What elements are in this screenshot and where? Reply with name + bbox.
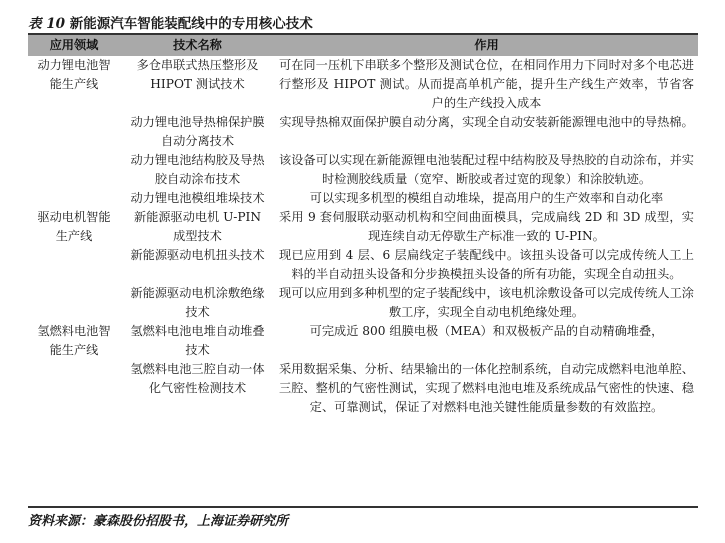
table-row bbox=[28, 56, 698, 113]
cell-effect: 采用数据采集、分析、结果输出的一体化控制系统，自动完成燃料电池单腔、三腔、整机的气密性测试，实现了燃料电池电堆及系统成品气密性的快速、稳定、可靠测试，保证了对燃料电池关键性能质量参数的有效监控。 bbox=[279, 362, 694, 414]
cell-effect: 可在同一压机下串联多个整形及测试仓位，在相同作用力下同时对多个电芯进行整形及 HIPOT 测试。从而提高单机产能，提升生产线生产效率，节省客户的生产线投入成本 bbox=[279, 58, 694, 110]
cell-domain: 动力锂电池智能生产线 bbox=[37, 58, 111, 91]
table-row bbox=[28, 208, 698, 246]
cell-tech: 氢燃料电池三腔自动一体化气密性检测技术 bbox=[130, 362, 265, 395]
header-tech: 技术名称 bbox=[173, 38, 222, 52]
cell-tech: 氢燃料电池电堆自动堆叠技术 bbox=[130, 324, 265, 357]
cell-domain: 驱动电机智能生产线 bbox=[37, 210, 111, 243]
cell-tech: 新能源驱动电机扭头技术 bbox=[130, 248, 265, 262]
cell-effect: 可以实现多机型的模组自动堆垛，提高用户的生产效率和自动化率 bbox=[309, 191, 664, 205]
cell-effect: 可完成近 800 组膜电极（MEA）和双极板产品的自动精确堆叠， bbox=[309, 324, 664, 338]
cell-domain: 氢燃料电池智能生产线 bbox=[37, 324, 111, 357]
cell-effect: 采用 9 套伺服联动驱动机构和空间曲面模具，完成扁线 2D 和 3D 成型，实现连续自动无停歇生产标准一致的 U-PIN。 bbox=[279, 210, 694, 243]
header-effect: 作用 bbox=[474, 38, 499, 52]
table-row bbox=[28, 246, 698, 284]
cell-effect: 该设备可以实现在新能源锂电池装配过程中结构胶及导热胶的自动涂布，并实时检测胶线质量（宽窄、断胶或者过宽的现象）和涂胶轨迹。 bbox=[279, 153, 694, 186]
tech-table bbox=[28, 35, 698, 417]
cell-tech: 动力锂电池导热棉保护膜自动分离技术 bbox=[130, 115, 265, 148]
cell-tech: 新能源驱动电机涂敷绝缘技术 bbox=[130, 286, 265, 319]
source-note: 资料来源：豪森股份招股书，上海证券研究所 bbox=[28, 514, 289, 529]
table-caption bbox=[28, 12, 313, 32]
table-row bbox=[28, 322, 698, 360]
table-row bbox=[28, 151, 698, 189]
table-row bbox=[28, 189, 698, 208]
cell-effect: 实现导热棉双面保护膜自动分离，实现全自动安装新能源锂电池中的导热棉。 bbox=[279, 115, 694, 129]
table-row bbox=[28, 113, 698, 151]
table-number: 表 10 bbox=[28, 16, 65, 32]
cell-tech: 新能源驱动电机 U-PIN 成型技术 bbox=[133, 210, 262, 243]
bottom-rule bbox=[28, 506, 698, 508]
table-title: 新能源汽车智能装配线中的专用核心技术 bbox=[69, 16, 313, 32]
header-domain: 应用领域 bbox=[49, 38, 99, 52]
cell-tech: 动力锂电池结构胶及导热胶自动涂布技术 bbox=[130, 153, 265, 186]
cell-effect: 现可以应用到多种机型的定子装配线中，该电机涂敷设备可以完成传统人工涂敷工序，实现全自动电机绝缘处理。 bbox=[279, 286, 694, 319]
table-header-row bbox=[28, 35, 698, 56]
cell-tech: 多仓串联式热压整形及 HIPOT 测试技术 bbox=[136, 58, 259, 91]
table-row bbox=[28, 284, 698, 322]
cell-effect: 现已应用到 4 层、6 层扁线定子装配线中。该扭头设备可以完成传统人工上料的半自动扭头设备和分步换模扭头设备的所有功能，实现全自动扭头。 bbox=[279, 248, 694, 281]
table-row bbox=[28, 360, 698, 417]
cell-tech: 动力锂电池模组堆垛技术 bbox=[130, 191, 265, 205]
